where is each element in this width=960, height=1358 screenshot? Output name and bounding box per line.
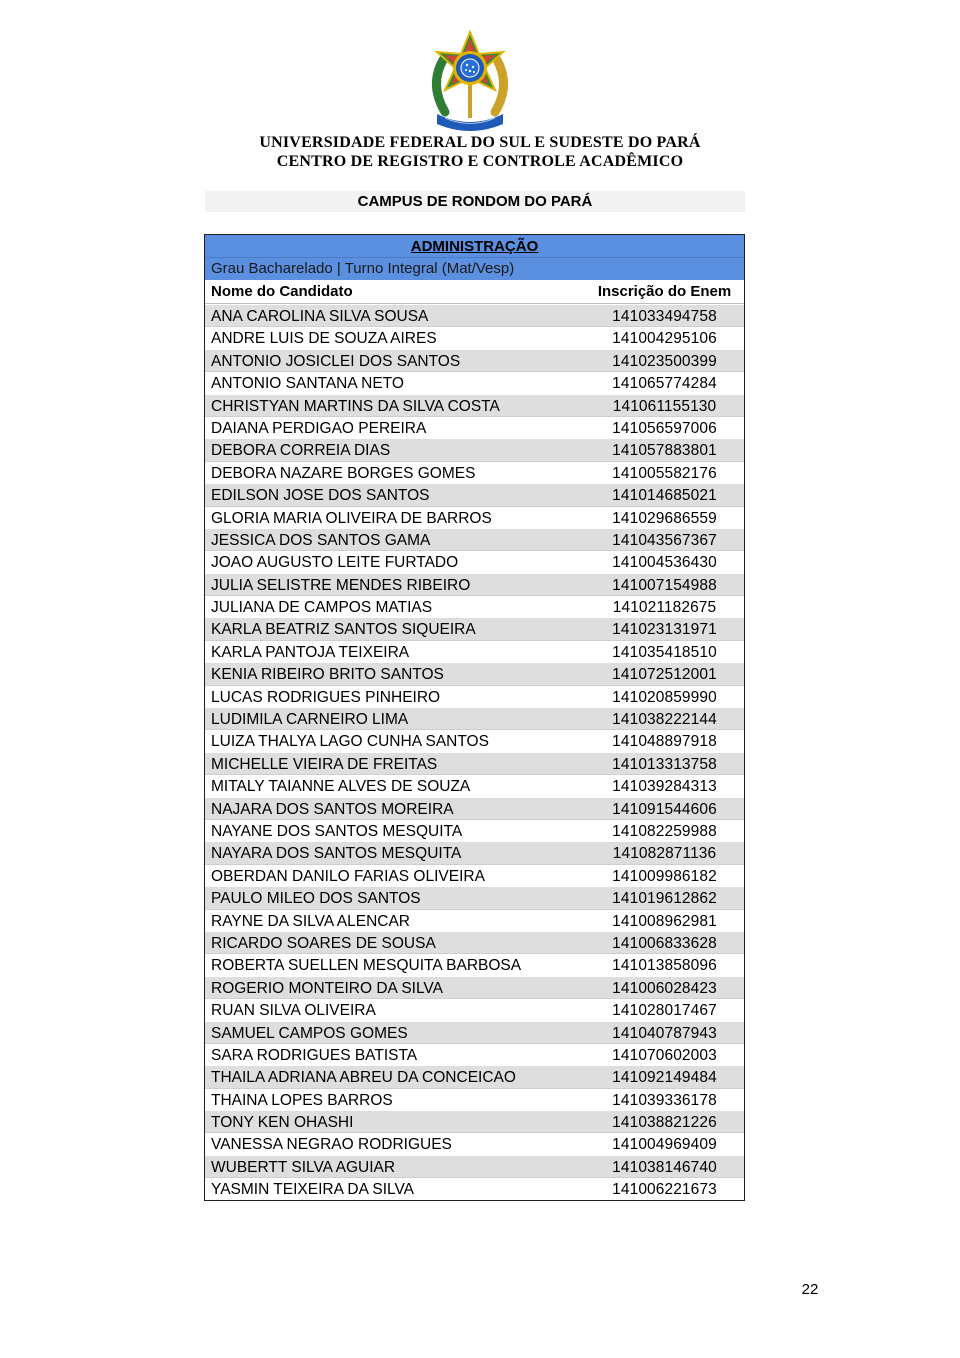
table-row (205, 326, 744, 348)
enem-registration: 141007154988 (612, 576, 717, 594)
enem-registration: 141057883801 (612, 442, 717, 460)
candidate-name: DAIANA PERDIGAO PEREIRA (211, 419, 427, 437)
enem-registration: 141039336178 (612, 1091, 717, 1109)
university-name: UNIVERSIDADE FEDERAL DO SUL E SUDESTE DO PARÁ (259, 134, 701, 151)
enem-registration: 141056597006 (612, 419, 717, 437)
enem-registration: 141061155130 (612, 397, 717, 415)
table-row (205, 528, 744, 550)
page-number: 22 (801, 1281, 819, 1298)
table-row (205, 438, 744, 460)
enem-registration: 141091544606 (612, 800, 717, 818)
enem-registration: 141092149484 (612, 1069, 717, 1087)
table-row (205, 886, 744, 908)
course-title (205, 235, 744, 258)
candidate-name: NAYANE DOS SANTOS MESQUITA (211, 822, 463, 840)
table-row (205, 483, 744, 505)
column-headers (205, 280, 744, 304)
candidate-name: THAILA ADRIANA ABREU DA CONCEICAO (211, 1069, 516, 1087)
column-header-name: Nome do Candidato (211, 283, 353, 300)
table-row (205, 1088, 744, 1110)
table-row (205, 864, 744, 886)
brazil-coat-of-arms-icon (423, 30, 517, 134)
column-header-enem: Inscrição do Enem (597, 283, 732, 300)
table-row (205, 1043, 744, 1065)
candidate-name: DEBORA CORREIA DIAS (211, 442, 391, 460)
table-row (205, 349, 744, 371)
table-row (205, 1021, 744, 1043)
table-body (205, 304, 744, 1200)
candidate-name: ANTONIO JOSICLEI DOS SANTOS (211, 352, 461, 370)
candidate-name: WUBERTT SILVA AGUIAR (211, 1158, 396, 1176)
campus-title: CAMPUS DE RONDOM DO PARÁ (205, 191, 745, 212)
enem-registration: 141004295106 (612, 330, 717, 348)
candidate-name: SAMUEL CAMPOS GOMES (211, 1024, 408, 1042)
table-row (205, 841, 744, 863)
table-row (205, 595, 744, 617)
candidate-name: MICHELLE VIEIRA DE FREITAS (211, 755, 438, 773)
enem-registration: 141006221673 (612, 1181, 717, 1199)
enem-registration: 141014685021 (612, 487, 717, 505)
enem-registration: 141082259988 (612, 822, 717, 840)
enem-registration: 141023500399 (612, 352, 717, 370)
table-row (205, 797, 744, 819)
table-row (205, 1177, 744, 1199)
candidate-name: OBERDAN DANILO FARIAS OLIVEIRA (211, 867, 485, 885)
candidate-name: KARLA PANTOJA TEIXEIRA (211, 643, 410, 661)
candidate-name: GLORIA MARIA OLIVEIRA DE BARROS (211, 509, 492, 527)
candidate-name: DEBORA NAZARE BORGES GOMES (211, 464, 476, 482)
table-row (205, 685, 744, 707)
enem-registration: 141039284313 (612, 778, 717, 796)
enem-registration: 141043567367 (612, 531, 717, 549)
candidate-name: TONY KEN OHASHI (211, 1114, 354, 1132)
enem-registration: 141005582176 (612, 464, 717, 482)
enem-registration: 141033494758 (612, 308, 717, 325)
course-title-text: ADMINISTRAÇÃO (410, 238, 539, 255)
enem-registration: 141009986182 (612, 867, 717, 885)
candidate-name: NAYARA DOS SANTOS MESQUITA (211, 845, 462, 863)
enem-registration: 141013858096 (612, 957, 717, 975)
candidate-name: KARLA BEATRIZ SANTOS SIQUEIRA (211, 621, 476, 639)
candidate-name: SARA RODRIGUES BATISTA (211, 1046, 418, 1064)
enem-registration: 141023131971 (612, 621, 717, 639)
candidate-name: LUIZA THALYA LAGO CUNHA SANTOS (211, 733, 489, 751)
table-row (205, 1110, 744, 1132)
candidate-name: JULIANA DE CAMPOS MATIAS (211, 599, 433, 617)
table-row (205, 1065, 744, 1087)
enem-registration: 141006028423 (612, 979, 717, 997)
enem-registration: 141038146740 (612, 1158, 717, 1176)
enem-registration: 141070602003 (612, 1046, 717, 1064)
department-name: CENTRO DE REGISTRO E CONTROLE ACADÊMICO (276, 153, 684, 170)
enem-registration: 141035418510 (612, 643, 717, 661)
table-row (205, 819, 744, 841)
table-row (205, 461, 744, 483)
enem-registration: 141038821226 (612, 1114, 717, 1132)
candidate-name: LUDIMILA CARNEIRO LIMA (211, 711, 409, 729)
candidate-name: ANTONIO SANTANA NETO (211, 375, 404, 393)
enem-registration: 141020859990 (612, 688, 717, 706)
enem-registration: 141021182675 (612, 599, 717, 617)
table-row (205, 909, 744, 931)
candidate-name: JESSICA DOS SANTOS GAMA (211, 531, 431, 549)
candidates-table (204, 234, 745, 1201)
candidate-name: LUCAS RODRIGUES PINHEIRO (211, 688, 441, 706)
enem-registration: 141048897918 (612, 733, 717, 751)
candidate-name: VANESSA NEGRAO RODRIGUES (211, 1136, 452, 1154)
enem-registration: 141019612862 (612, 890, 717, 908)
enem-registration: 141065774284 (612, 375, 717, 393)
candidate-name: ANDRE LUIS DE SOUZA AIRES (211, 330, 437, 348)
candidate-name: RAYNE DA SILVA ALENCAR (211, 912, 410, 930)
table-row (205, 1132, 744, 1154)
table-row (205, 1155, 744, 1177)
candidate-name: RUAN SILVA OLIVEIRA (211, 1002, 376, 1020)
table-row (205, 304, 744, 326)
table-row (205, 617, 744, 639)
table-row (205, 953, 744, 975)
table-row (205, 394, 744, 416)
candidate-name: EDILSON JOSE DOS SANTOS (211, 487, 430, 505)
table-row (205, 416, 744, 438)
candidate-name: RICARDO SOARES DE SOUSA (211, 934, 436, 952)
candidate-name: THAINA LOPES BARROS (211, 1091, 393, 1109)
table-row (205, 573, 744, 595)
candidate-name: NAJARA DOS SANTOS MOREIRA (211, 800, 454, 818)
candidate-name: MITALY TAIANNE ALVES DE SOUZA (211, 778, 471, 796)
candidate-name: ROGERIO MONTEIRO DA SILVA (211, 979, 443, 997)
candidate-name: JULIA SELISTRE MENDES RIBEIRO (211, 576, 471, 594)
table-header (205, 235, 744, 280)
candidate-name: PAULO MILEO DOS SANTOS (211, 890, 421, 908)
enem-registration: 141008962981 (612, 912, 717, 930)
enem-registration: 141006833628 (612, 934, 717, 952)
enem-registration: 141004536430 (612, 554, 717, 572)
enem-registration: 141004969409 (612, 1136, 717, 1154)
enem-registration: 141013313758 (612, 755, 717, 773)
table-row (205, 976, 744, 998)
enem-registration: 141082871136 (612, 845, 717, 863)
table-row (205, 998, 744, 1020)
table-row (205, 752, 744, 774)
enem-registration: 141038222144 (612, 711, 717, 729)
table-row (205, 550, 744, 572)
table-row (205, 729, 744, 751)
enem-registration: 141029686559 (612, 509, 717, 527)
course-grade: Grau Bacharelado | Turno Integral (Mat/Vesp) (211, 260, 515, 277)
table-row (205, 662, 744, 684)
enem-registration: 141072512001 (612, 666, 717, 684)
table-row (205, 931, 744, 953)
candidate-name: ANA CAROLINA SILVA SOUSA (211, 308, 429, 325)
table-row (205, 506, 744, 528)
enem-registration: 141028017467 (612, 1002, 717, 1020)
table-row (205, 707, 744, 729)
table-row (205, 371, 744, 393)
table-row (205, 640, 744, 662)
table-row (205, 774, 744, 796)
candidate-name: ROBERTA SUELLEN MESQUITA BARBOSA (211, 957, 522, 975)
enem-registration: 141040787943 (612, 1024, 717, 1042)
candidate-name: KENIA RIBEIRO BRITO SANTOS (211, 666, 444, 684)
candidate-name: CHRISTYAN MARTINS DA SILVA COSTA (211, 397, 500, 415)
candidate-name: YASMIN TEIXEIRA DA SILVA (211, 1181, 415, 1199)
candidate-name: JOAO AUGUSTO LEITE FURTADO (211, 554, 459, 572)
